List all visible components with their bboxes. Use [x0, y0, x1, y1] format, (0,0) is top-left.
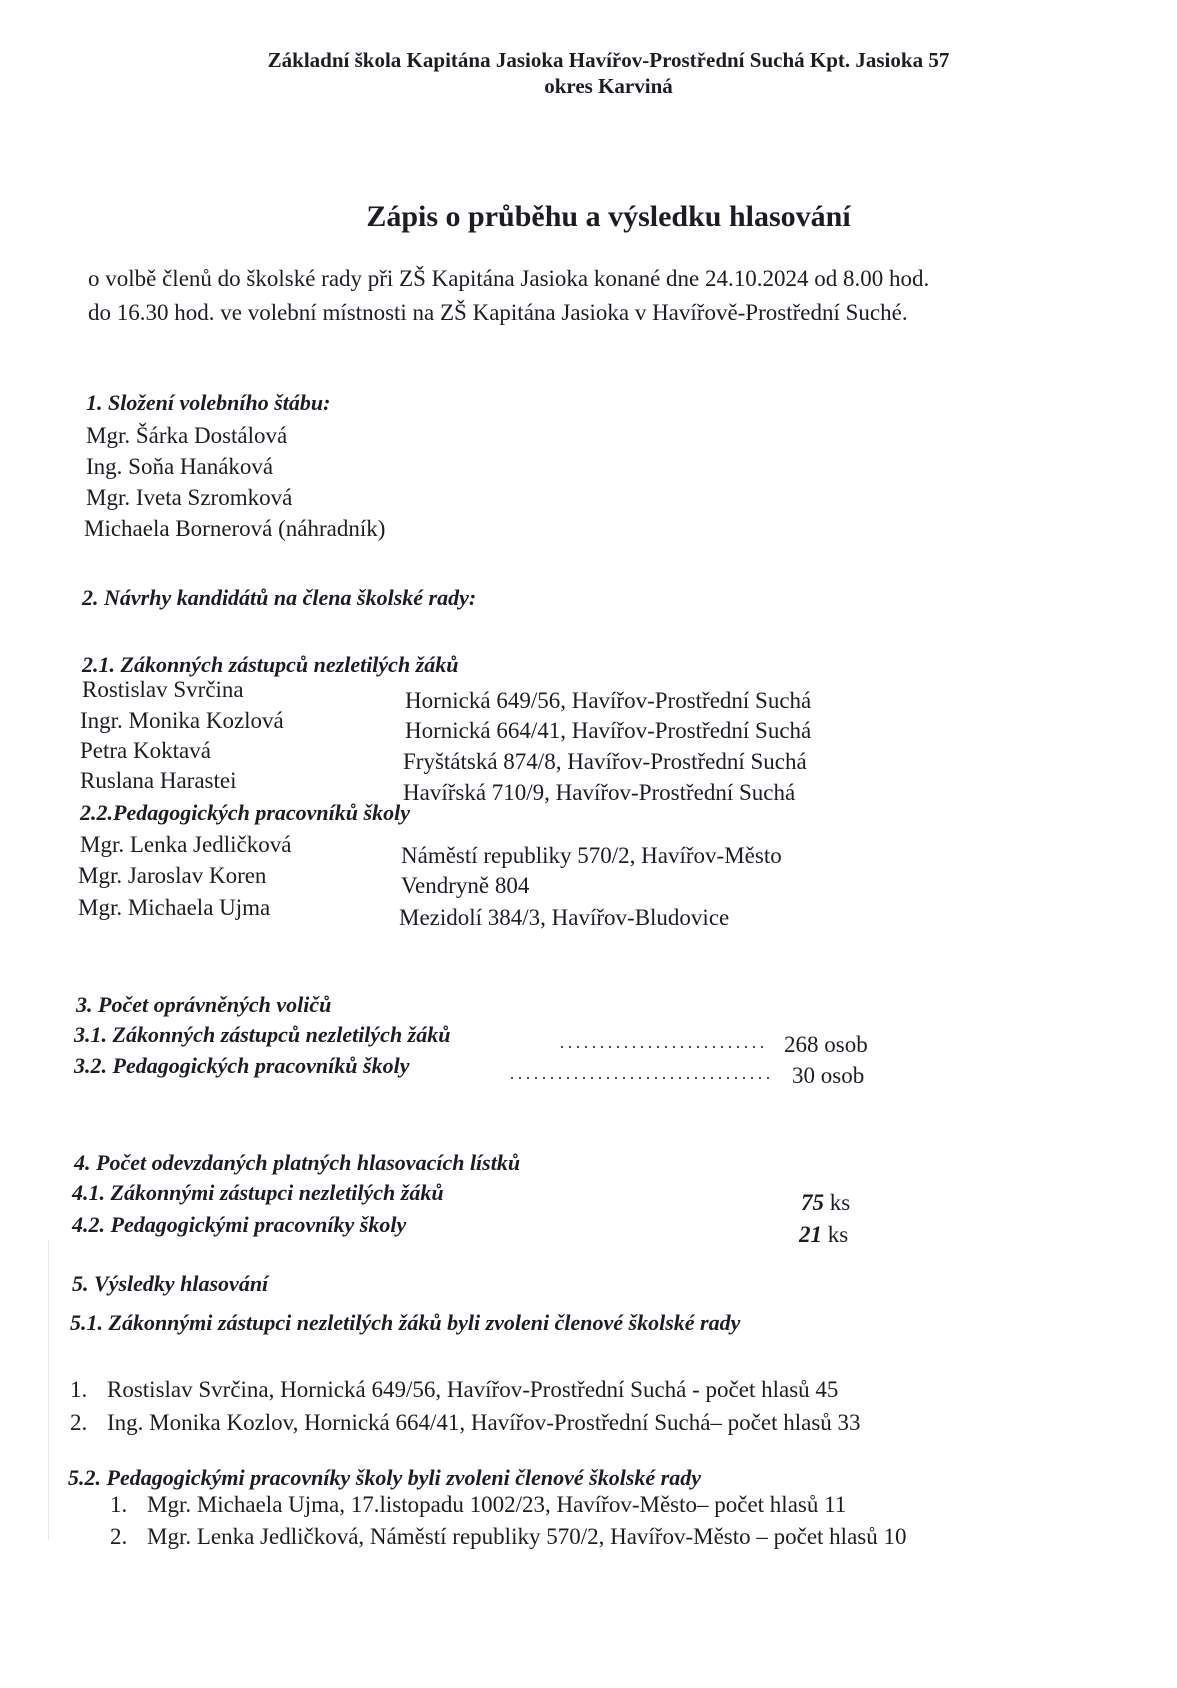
candidate-name: Ruslana Harastei — [80, 768, 237, 793]
section-2-1-heading: 2.1. Zákonných zástupců nezletilých žáků — [82, 652, 459, 677]
candidate-address: Hornická 664/41, Havířov-Prostřední Suchá — [405, 718, 812, 743]
elected-member: Mgr. Michaela Ujma, 17.listopadu 1002/23, Havířov-Město– počet hlasů 11 — [147, 1492, 847, 1517]
candidate-address: Náměstí republiky 570/2, Havířov-Město — [401, 843, 782, 868]
voters-teachers-count: 30 osob — [792, 1063, 865, 1088]
section-5-1-heading: 5.1. Zákonnými zástupci nezletilých žáků byli zvoleni členové školské rady — [70, 1310, 741, 1335]
commission-member: Mgr. Šárka Dostálová — [86, 423, 288, 448]
elected-member: Rostislav Svrčina, Hornická 649/56, Havířov-Prostřední Suchá - počet hlasů 45 — [107, 1377, 839, 1402]
list-number: 2. — [70, 1410, 88, 1435]
candidate-address: Havířská 710/9, Havířov-Prostřední Suchá — [403, 780, 796, 805]
leader-dots — [508, 1077, 770, 1079]
section-4-heading: 4. Počet odevzdaných platných hlasovacích lístků — [74, 1150, 521, 1175]
leader-dots — [558, 1046, 768, 1048]
voters-parents-label: 3.1. Zákonných zástupců nezletilých žáků — [74, 1022, 451, 1047]
ballots-teachers-count: 21 — [799, 1222, 822, 1247]
school-name: Základní škola Kapitána Jasioka Havířov-Prostřední Suchá Kpt. Jasioka 57 — [267, 48, 950, 72]
scan-edge-line — [48, 1240, 49, 1540]
ballots-teachers-label: 4.2. Pedagogickými pracovníky školy — [72, 1212, 407, 1237]
section-1-heading: 1. Složení volebního štábu: — [86, 390, 331, 415]
commission-member: Mgr. Iveta Szromková — [86, 485, 293, 510]
candidate-name: Mgr. Jaroslav Koren — [78, 863, 267, 888]
candidate-address: Vendryně 804 — [401, 873, 530, 898]
list-number: 1. — [70, 1377, 88, 1402]
intro-line-1: o volbě členů do školské rady při ZŠ Kapitána Jasioka konané dne 24.10.2024 od 8.00 hod. — [88, 266, 930, 291]
candidate-name: Petra Koktavá — [80, 738, 211, 763]
voters-parents-count: 268 osob — [784, 1032, 868, 1057]
commission-member: Michaela Bornerová (náhradník) — [84, 516, 386, 541]
section-2-heading: 2. Návrhy kandidátů na člena školské rady: — [82, 585, 477, 610]
ballots-unit: ks — [827, 1222, 849, 1247]
voters-teachers-label: 3.2. Pedagogických pracovníků školy — [74, 1053, 410, 1078]
commission-member: Ing. Soňa Hanáková — [86, 454, 274, 479]
document-title: Zápis o průběhu a výsledku hlasování — [366, 200, 851, 233]
ballots-unit: ks — [829, 1190, 851, 1215]
elected-member: Mgr. Lenka Jedličková, Náměstí republiky 570/2, Havířov-Město – počet hlasů 10 — [147, 1524, 907, 1549]
ballots-parents-label: 4.1. Zákonnými zástupci nezletilých žáků — [72, 1180, 444, 1205]
section-2-2-heading: 2.2.Pedagogických pracovníků školy — [80, 800, 410, 825]
list-number: 2. — [110, 1524, 128, 1549]
list-number: 1. — [110, 1492, 128, 1517]
ballots-parents-count: 75 — [801, 1190, 824, 1215]
intro-line-2: do 16.30 hod. ve volební místnosti na ZŠ Kapitána Jasioka v Havířově-Prostřední Suché. — [88, 300, 908, 325]
candidate-name: Ingr. Monika Kozlová — [80, 708, 284, 733]
section-5-2-heading: 5.2. Pedagogickými pracovníky školy byli zvoleni členové školské rady — [68, 1465, 701, 1490]
school-district: okres Karviná — [544, 74, 673, 98]
candidate-name: Mgr. Michaela Ujma — [78, 895, 271, 920]
candidate-address: Hornická 649/56, Havířov-Prostřední Suchá — [405, 688, 812, 713]
candidate-name: Mgr. Lenka Jedličková — [80, 832, 292, 857]
candidate-name: Rostislav Svrčina — [82, 677, 244, 702]
section-5-heading: 5. Výsledky hlasování — [72, 1271, 269, 1296]
candidate-address: Mezidolí 384/3, Havířov-Bludovice — [399, 905, 730, 930]
section-3-heading: 3. Počet oprávněných voličů — [76, 992, 332, 1017]
elected-member: Ing. Monika Kozlov, Hornická 664/41, Havířov-Prostřední Suchá– počet hlasů 33 — [107, 1410, 861, 1435]
candidate-address: Fryštátská 874/8, Havířov-Prostřední Suchá — [403, 749, 807, 774]
